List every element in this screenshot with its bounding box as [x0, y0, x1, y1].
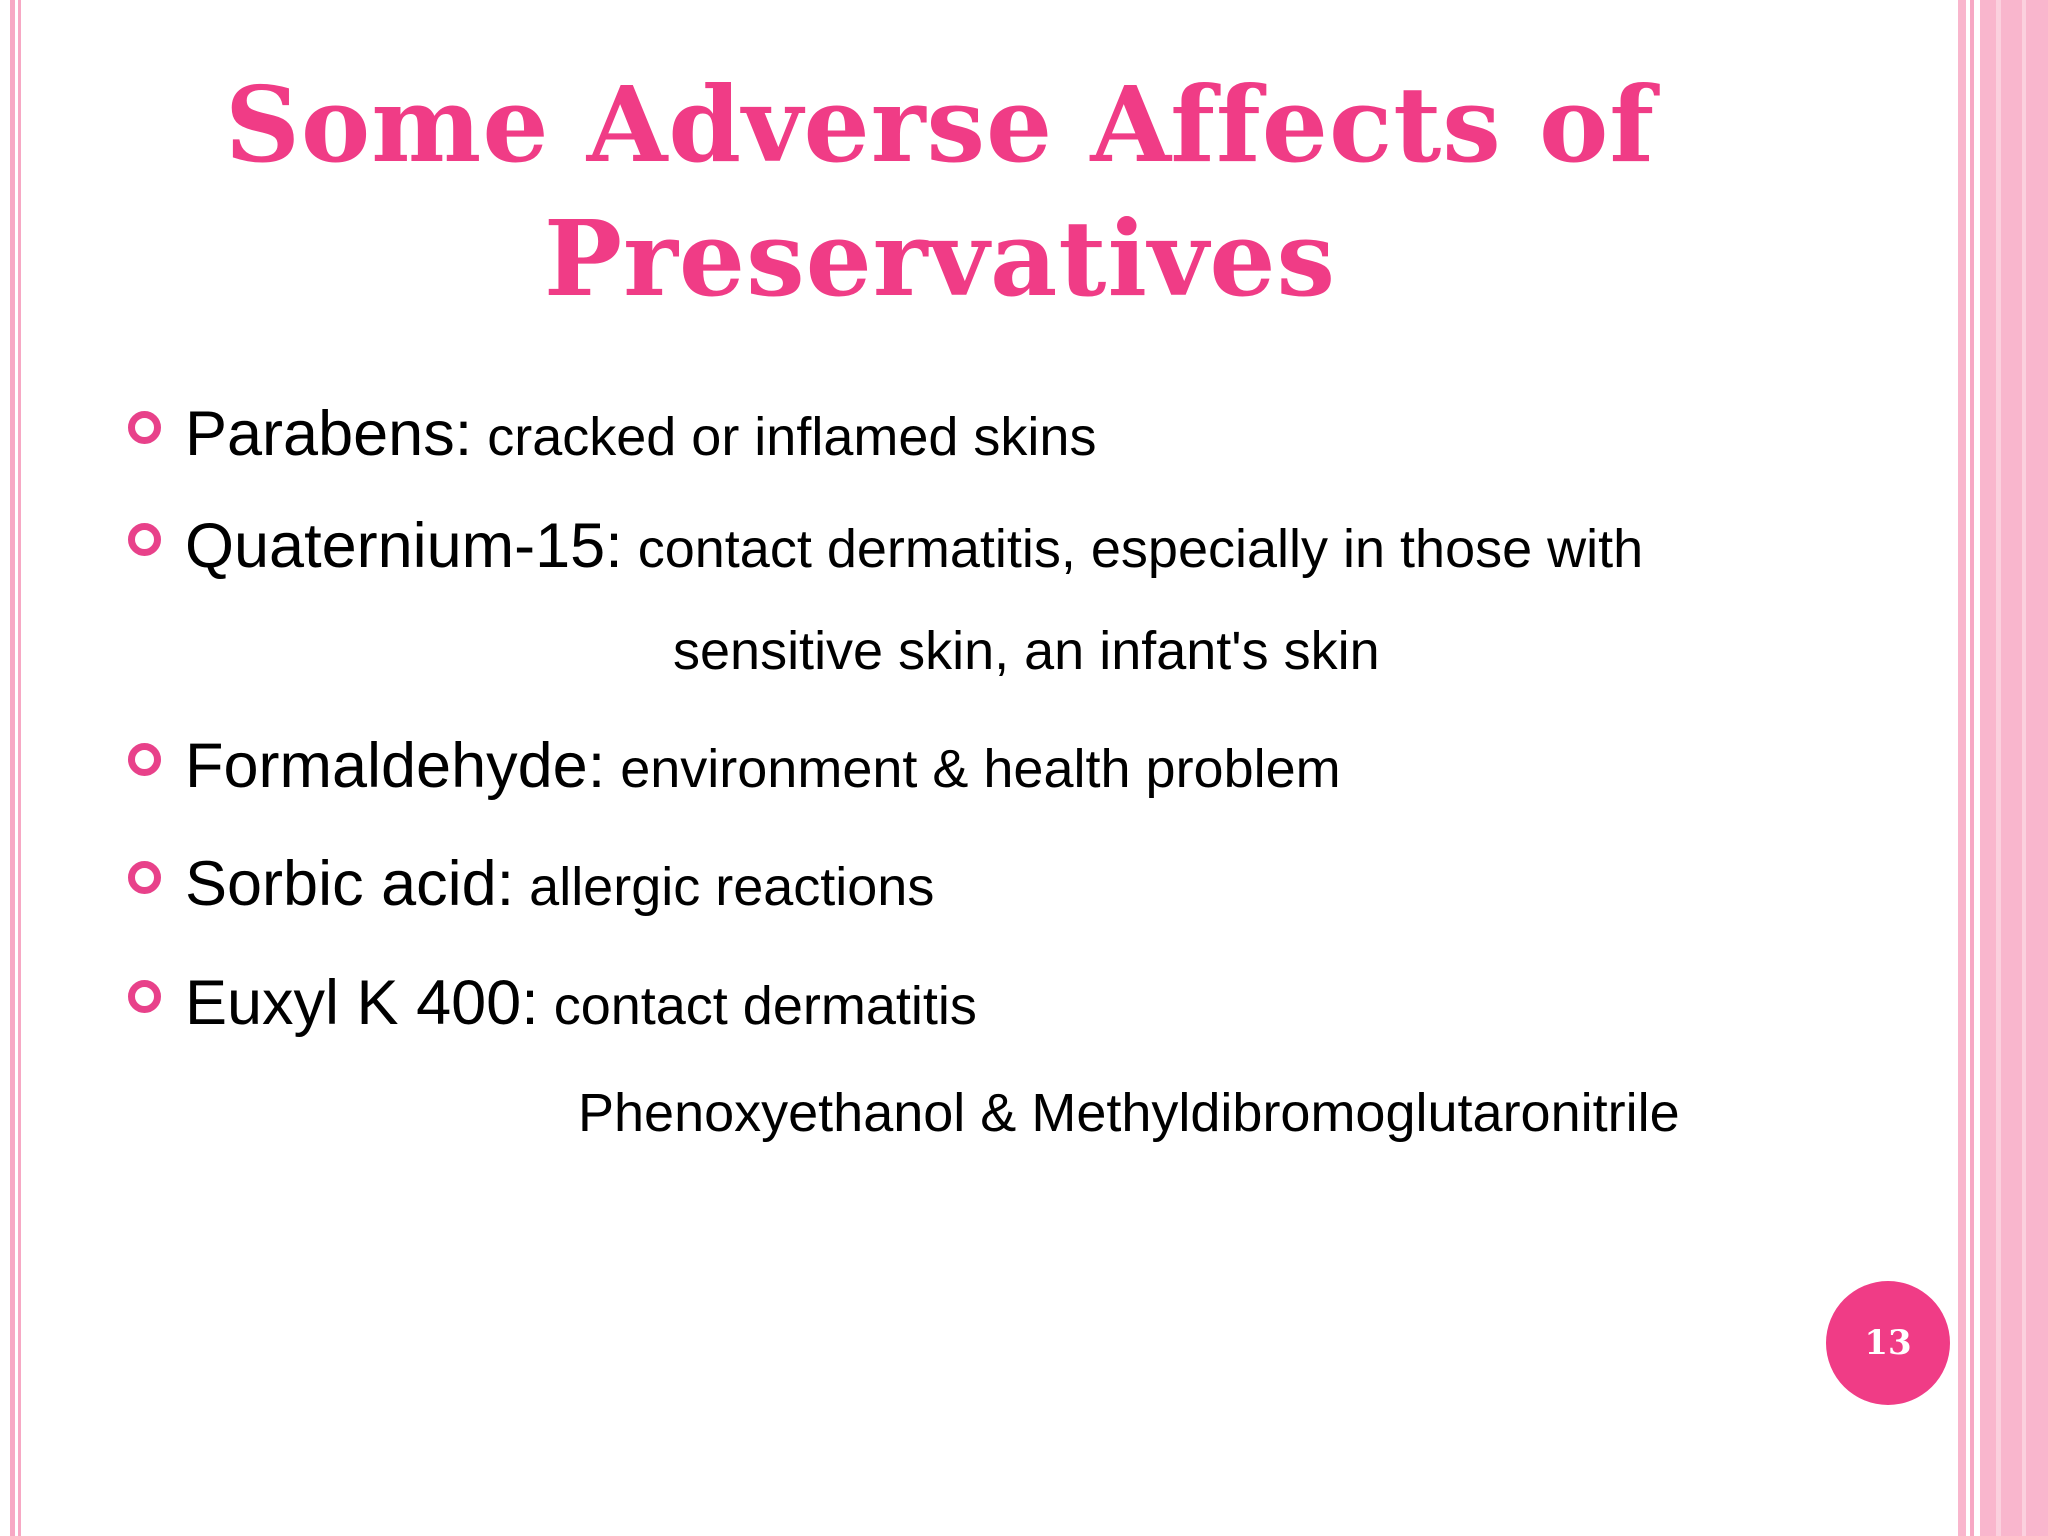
right-border-stripe: [2022, 0, 2026, 1536]
right-border-stripe: [1958, 0, 1966, 1536]
bullet-term: Parabens:: [185, 399, 473, 469]
left-border: [0, 0, 10, 1536]
bullet-text: [185, 730, 1341, 802]
bullet-circle-icon: [128, 411, 161, 444]
bullet-text: [185, 510, 1643, 582]
bullet-circle-icon: [128, 743, 161, 776]
bullet-description: cracked or inflamed skins: [472, 407, 1097, 467]
bullet-circle-icon: [128, 980, 161, 1013]
bullet-term: Quaternium-15:: [185, 511, 623, 581]
bullet-text: [185, 848, 934, 920]
right-border-stripe: [1996, 0, 2001, 1536]
bullet-term: Sorbic acid:: [185, 849, 515, 919]
bullet-circle-icon: [128, 861, 161, 894]
bullet-continuation: sensitive skin, an infant's skin: [673, 621, 1380, 681]
page-number-badge: 13: [1826, 1281, 1950, 1405]
right-border-stripe: [1970, 0, 1974, 1536]
left-border-stripe: [10, 0, 15, 1536]
title-line-2: Preservatives: [543, 197, 1337, 320]
bullet-description: allergic reactions: [514, 857, 935, 917]
title-line-1: Some Adverse Affects of: [224, 63, 1656, 186]
bullet-term: Formaldehyde:: [185, 731, 606, 801]
bullet-text: [185, 967, 977, 1039]
right-border-band: [1980, 0, 2048, 1536]
bullet-description: contact dermatitis: [538, 976, 977, 1036]
slide-title: [180, 58, 1700, 326]
bullet-continuation: Phenoxyethanol & Methyldibromoglutaronitrile: [578, 1083, 1680, 1143]
bullet-description: contact dermatitis, especially in those with: [622, 519, 1644, 579]
bullet-circle-icon: [128, 523, 161, 556]
left-border-stripe: [18, 0, 21, 1536]
bullet-text: [185, 398, 1096, 470]
bullet-description: environment & health problem: [605, 739, 1341, 799]
bullet-term: Euxyl K 400:: [185, 968, 539, 1038]
